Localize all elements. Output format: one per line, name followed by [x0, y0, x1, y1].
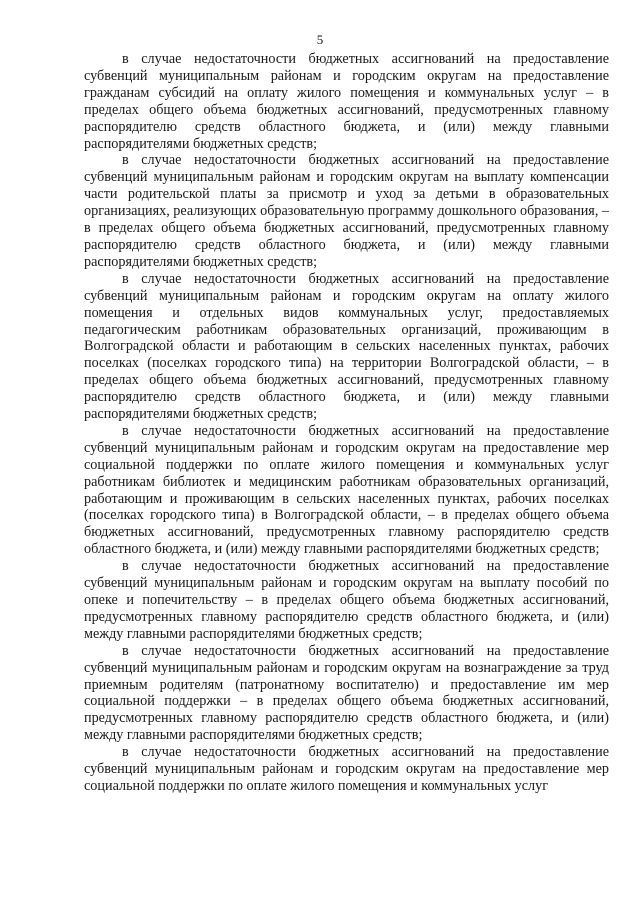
- document-body: [84, 51, 609, 795]
- paragraph-subsidies-housing: в случае недостаточности бюджетных ассигнований на предоставление субвенций муниципальным районам и городским округам на предоставление гражданам субсидий на оплату жилого помещения и коммунальных услуг – в пределах общего объема бюджетных ассигнований, предусмотренных главному распорядителю средств областного бюджета, и (или) между главными распорядителями бюджетных средств;: [84, 51, 609, 152]
- paragraph-parental-fee-compensation: в случае недостаточности бюджетных ассигнований на предоставление субвенций муниципальным районам и городским округам на выплату компенсации части родительской платы за присмотр и уход за детьми в образовательных организациях, реализующих образовательную программу дошкольного образования, – в пределах общего объема бюджетных ассигнований, предусмотренных главному распорядителю средств областного бюджета, и (или) между главными распорядителями бюджетных средств;: [84, 152, 610, 270]
- paragraph-foster-parents-remuneration: в случае недостаточности бюджетных ассигнований на предоставление субвенций муниципальным районам и городским округам на вознаграждение за труд приемным родителям (патронатному воспитателю) и предоставление им мер социальной поддержки – в пределах общего объема бюджетных ассигнований, предусмотренных главному распорядителю средств областного бюджета, и (или) между главными распорядителями бюджетных средств;: [84, 642, 609, 744]
- paragraph-teachers-housing-utilities: в случае недостаточности бюджетных ассигнований на предоставление субвенций муниципальным районам и городским округам на оплату жилого помещения и отдельных видов коммунальных услуг, предоставляемых педагогическим работникам образовательных организаций, проживающим в Волгоградской области и работающим в сельских населенных пунктах, рабочих поселках (поселках городского типа) на территории Волгоградской области, – в пределах общего объема бюджетных ассигнований, предусмотренных главному распорядителю средств областного бюджета, и (или) между главными распорядителями бюджетных средств;: [84, 270, 609, 423]
- paragraph-librarians-medics-support: в случае недостаточности бюджетных ассигнований на предоставление субвенций муниципальным районам и городским округам на предоставление мер социальной поддержки по оплате жилого помещения и коммунальных услуг работникам библиотек и медицинским работникам образовательных организаций, работающим и проживающим в сельских населенных пунктах, рабочих поселках (поселках городского типа) в Волгоградской области, – в пределах общего объема бюджетных ассигнований, предусмотренных главному распорядителю средств областного бюджета, и (или) между главными распорядителями бюджетных средств;: [84, 422, 609, 558]
- page-number: 5: [316, 32, 324, 47]
- paragraph-guardianship-benefits: в случае недостаточности бюджетных ассигнований на предоставление субвенций муниципальным районам и городским округам на выплату пособий по опеке и попечительству – в пределах общего объема бюджетных ассигнований, предусмотренных главному распорядителю средств областного бюджета, и (или) между главными распорядителями бюджетных средств;: [84, 558, 609, 642]
- paragraph-social-support-housing: в случае недостаточности бюджетных ассигнований на предоставление субвенций муниципальным районам и городским округам на предоставление мер социальной поддержки по оплате жилого помещения и коммунальных услуг: [84, 744, 609, 794]
